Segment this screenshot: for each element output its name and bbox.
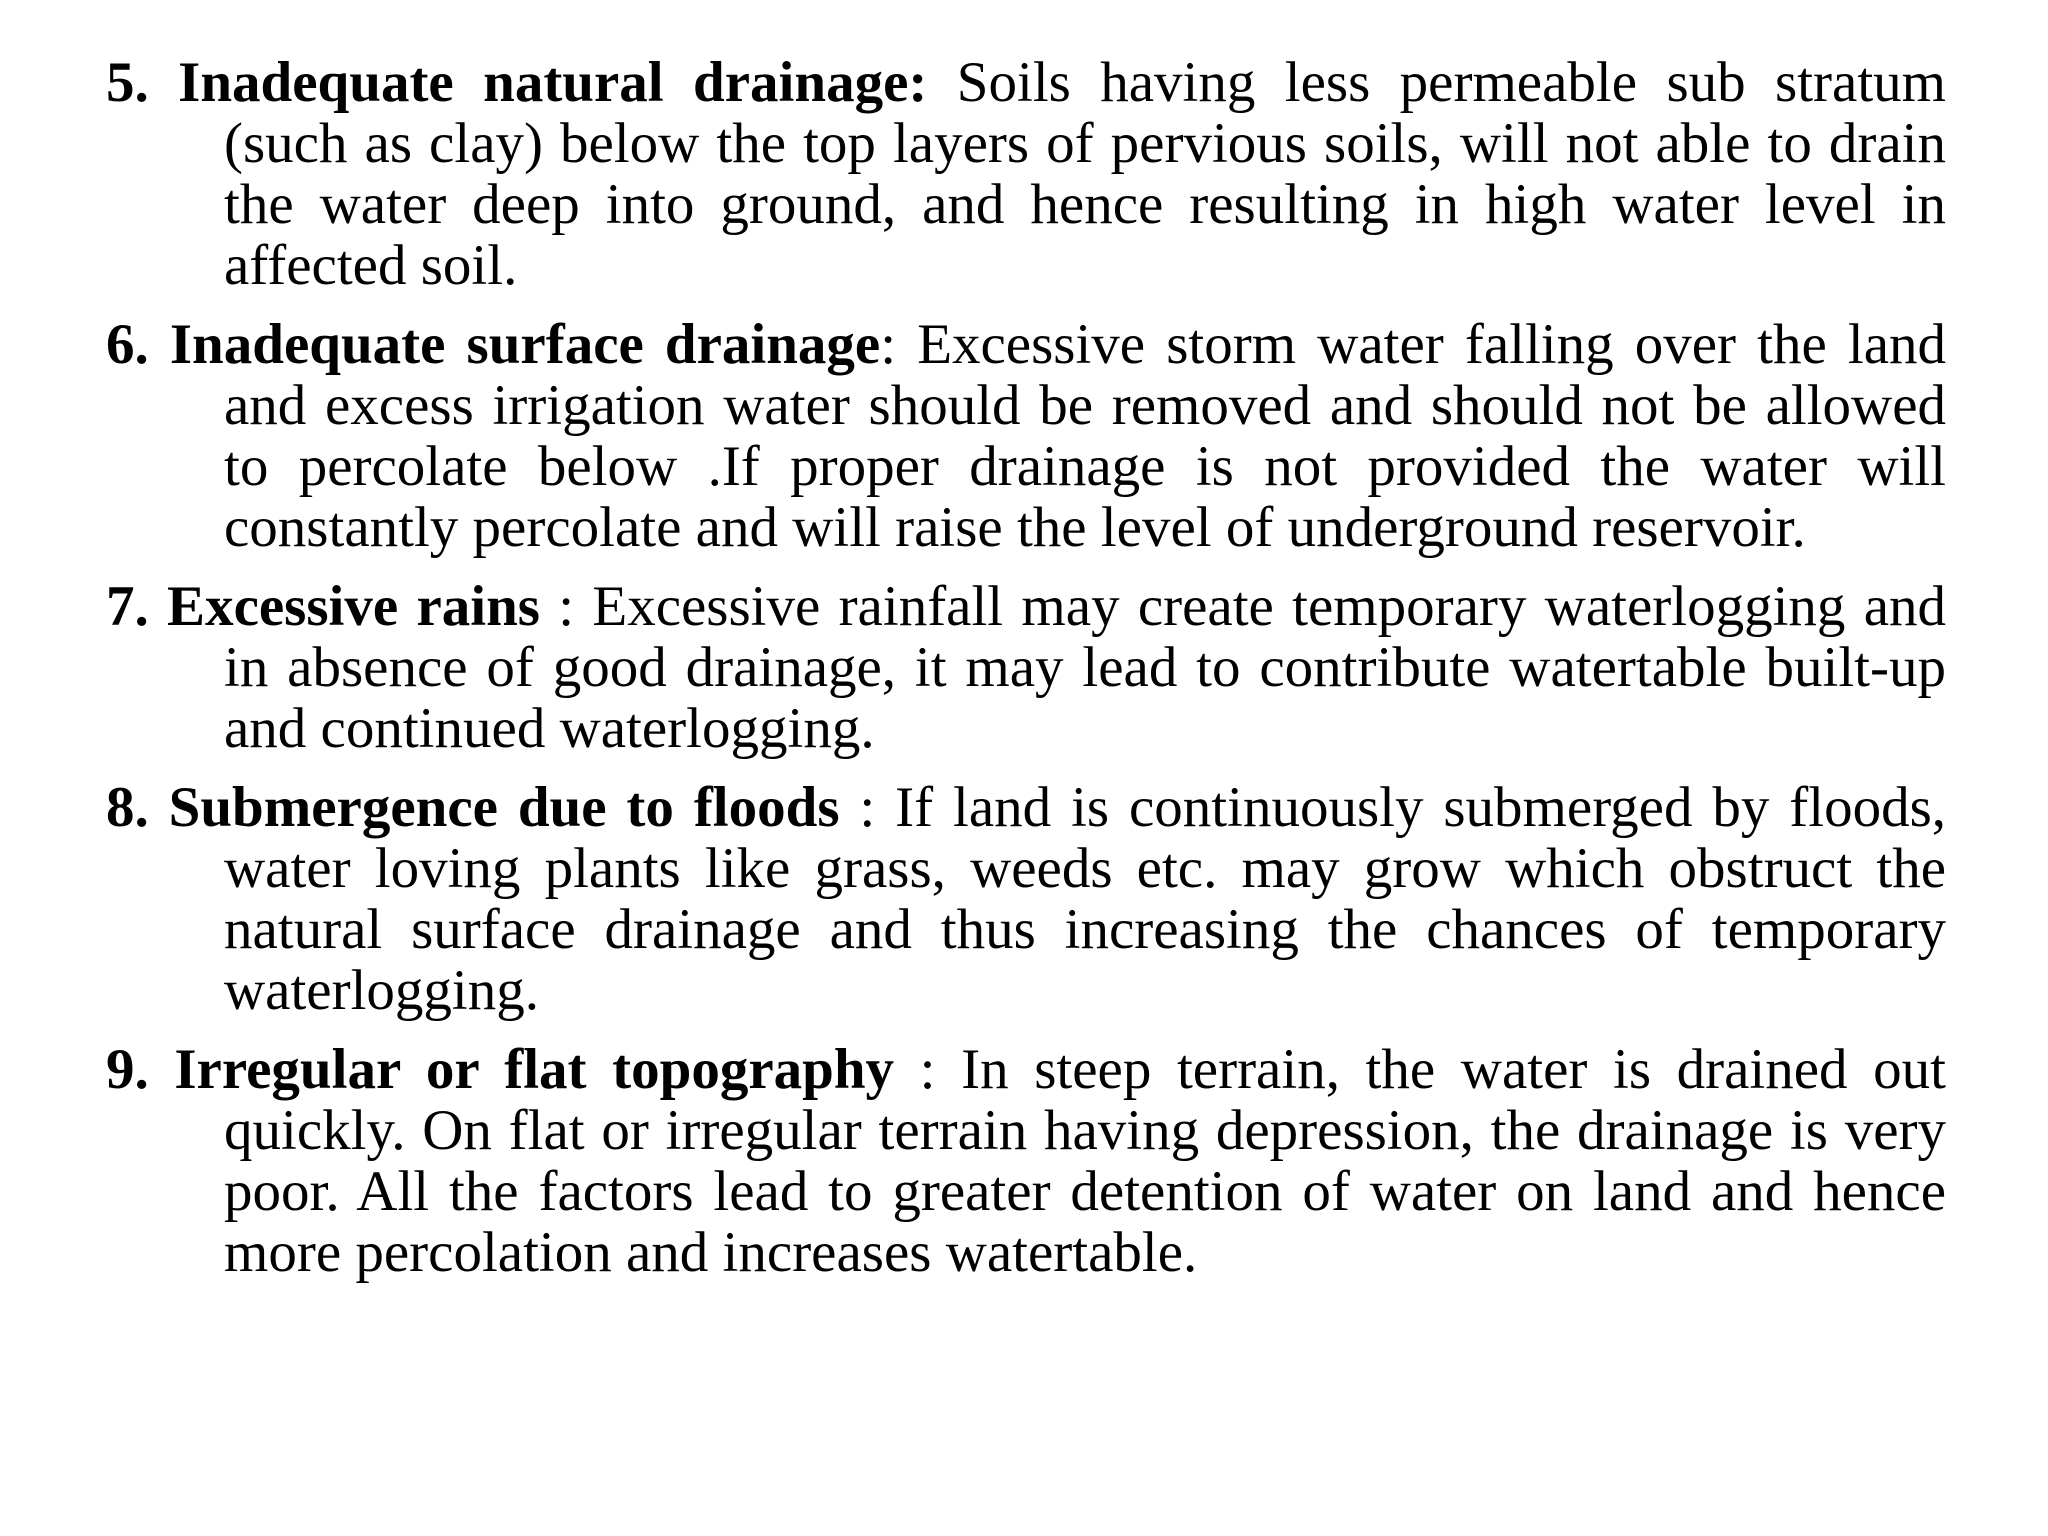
item-number: 7. <box>106 575 149 638</box>
item-body: If land is continuously submerged by floods, water loving plants like grass, weeds etc. may grow which obstruct the natural surface drainage and thus increasing the chances of temporary waterlogging. <box>224 776 1946 1022</box>
item-heading: Inadequate surface drainage <box>169 313 881 376</box>
slide-content <box>106 52 1946 1301</box>
list-item-9 <box>106 1039 1946 1283</box>
item-heading: Irregular or flat topography <box>174 1038 895 1101</box>
item-separator: : <box>839 776 896 839</box>
item-heading: Excessive rains <box>167 575 540 638</box>
item-number: 5. <box>106 51 149 114</box>
item-number: 6. <box>106 313 149 376</box>
item-separator: : <box>894 1038 962 1101</box>
item-body: Excessive storm water falling over the land and excess irrigation water should be removed and should not be allowed to percolate below .If proper drainage is not provided the water will constantly percolate and will raise the level of underground reservoir. <box>224 313 1946 559</box>
item-separator <box>927 51 956 114</box>
item-separator: : <box>539 575 593 638</box>
list-item-7 <box>106 576 1946 759</box>
item-body: Soils having less permeable sub stratum (such as clay) below the top layers of pervious soils, will not able to drain the water deep into ground, and hence resulting in high water level in affected soil. <box>224 51 1947 297</box>
item-body: Excessive rainfall may create temporary waterlogging and in absence of good drainage, it may lead to contribute watertable built-up and continued waterlogging. <box>224 575 1946 760</box>
item-heading: Submergence due to floods <box>168 776 840 839</box>
item-body: In steep terrain, the water is drained out quickly. On flat or irregular terrain having depression, the drainage is very poor. All the factors lead to greater detention of water on land and hence more percolation and increases watertable. <box>224 1038 1947 1284</box>
list-item-5 <box>106 52 1946 296</box>
item-heading: Inadequate natural drainage: <box>178 51 928 114</box>
item-number: 9. <box>106 1038 149 1101</box>
list-item-6 <box>106 314 1946 558</box>
item-separator: : <box>880 313 918 376</box>
item-number: 8. <box>106 776 149 839</box>
list-item-8 <box>106 777 1946 1021</box>
